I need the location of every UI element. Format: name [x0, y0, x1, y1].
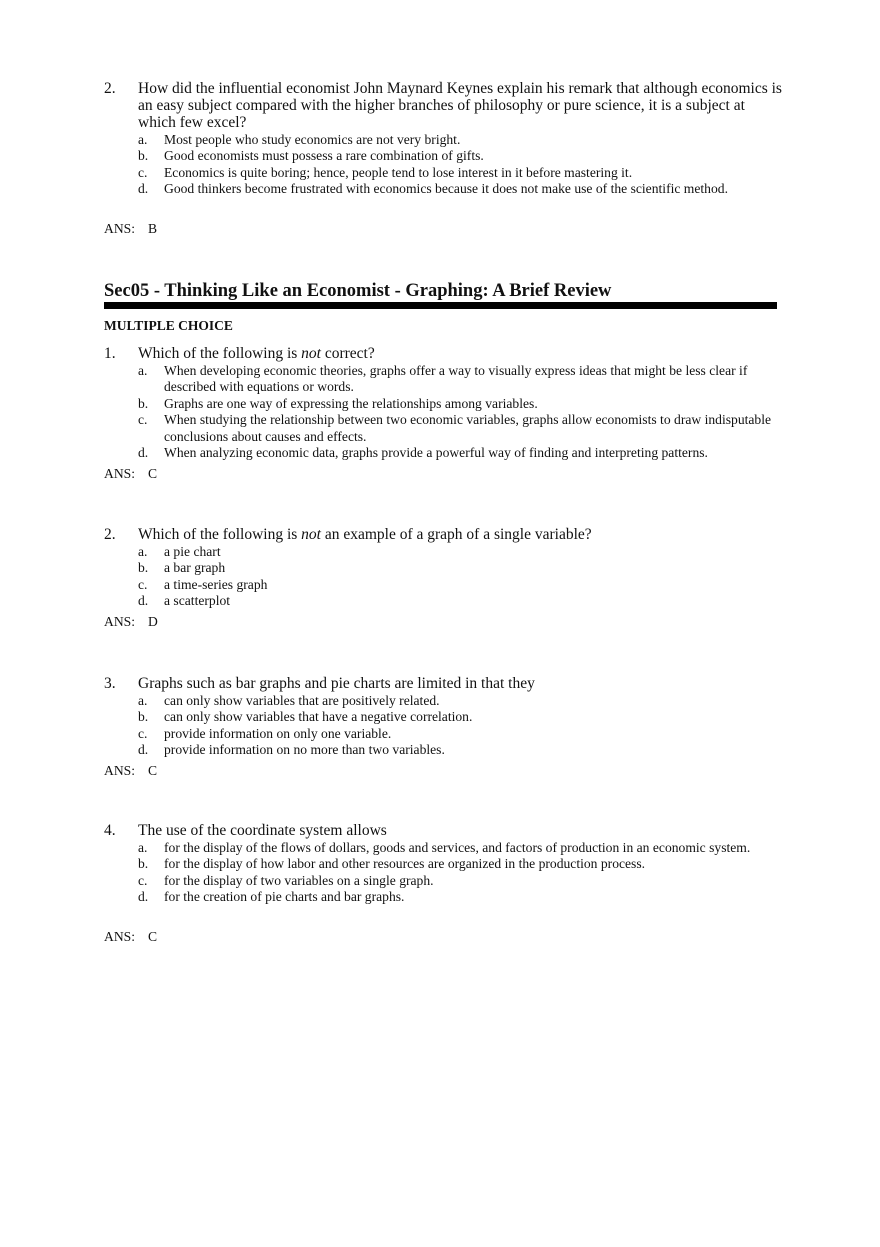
question-text: Graphs such as bar graphs and pie charts are limited in that they: [138, 675, 535, 692]
option-list: [104, 363, 784, 461]
option-d: d. a scatterplot: [138, 593, 231, 609]
answer-value: D: [148, 614, 158, 629]
question-number: 2.: [104, 80, 116, 97]
question-text: Which of the following is not an example of a graph of a single variable?: [138, 526, 592, 543]
option-a: a. When developing economic theories, graphs offer a way to visually express ideas that might be less clear if described with equations or words.: [138, 363, 748, 395]
answer-line: [104, 466, 157, 482]
question-text: The use of the coordinate system allows: [138, 822, 387, 839]
question-number: 2.: [104, 526, 116, 543]
question-stem: [104, 345, 784, 362]
option-list: [104, 693, 784, 759]
question-number: 4.: [104, 822, 116, 839]
question-text: How did the influential economist John Maynard Keynes explain his remark that although economics is an easy subject compared with the higher branches of philosophy or pure science, it is a subject at which few excel?: [138, 80, 782, 131]
answer-label: ANS:: [104, 929, 135, 944]
answer-label: ANS:: [104, 466, 135, 481]
section-title: Sec05 - Thinking Like an Economist - Graphing: A Brief Review: [104, 281, 612, 301]
answer-value: C: [148, 466, 158, 481]
answer-label: ANS:: [104, 614, 135, 629]
option-c: c. Economics is quite boring; hence, people tend to lose interest in it before mastering it.: [138, 164, 633, 180]
question-stem: [104, 526, 784, 543]
option-d: d. Good thinkers become frustrated with economics because it does not make use of the scientific method.: [138, 181, 728, 197]
answer-line: [104, 221, 157, 237]
answer-value: B: [148, 221, 158, 236]
option-a: a. can only show variables that are positively related.: [138, 693, 440, 708]
question-2: [104, 526, 784, 610]
option-d: d. provide information on no more than two variables.: [138, 742, 445, 758]
option-c: c. for the display of two variables on a single graph.: [138, 872, 434, 888]
option-a: a. Most people who study economics are not very bright.: [138, 132, 461, 147]
question-stem: [104, 675, 784, 692]
answer-value: C: [148, 929, 158, 944]
option-d: d. When analyzing economic data, graphs provide a powerful way of finding and interpreting patterns.: [138, 445, 708, 461]
question-top-2: [104, 80, 784, 198]
question-number: 1.: [104, 345, 116, 362]
option-b: b. for the display of how labor and other resources are organized in the production process.: [138, 856, 646, 872]
multiple-choice-heading: MULTIPLE CHOICE: [104, 318, 233, 333]
option-d: d. for the creation of pie charts and bar graphs.: [138, 889, 405, 905]
option-b: b. Good economists must possess a rare combination of gifts.: [138, 148, 484, 164]
option-b: b. Graphs are one way of expressing the relationships among variables.: [138, 395, 538, 411]
answer-label: ANS:: [104, 763, 135, 778]
answer-label: ANS:: [104, 221, 135, 236]
answer-line: [104, 763, 157, 779]
question-stem: [104, 80, 784, 131]
section-divider: [104, 302, 777, 309]
answer-value: C: [148, 763, 158, 778]
question-stem: [104, 822, 784, 839]
option-list: [104, 132, 784, 198]
answer-line: [104, 614, 158, 630]
question-text: Which of the following is not correct?: [138, 345, 375, 362]
answer-line: [104, 929, 157, 945]
question-number: 3.: [104, 675, 116, 692]
option-list: [104, 840, 784, 906]
option-b: b. a bar graph: [138, 560, 226, 576]
question-4: [104, 822, 784, 906]
option-c: c. When studying the relationship between two economic variables, graphs allow economists to draw indisputable conclusions about causes and effects.: [138, 412, 772, 444]
option-b: b. can only show variables that have a negative correlation.: [138, 709, 473, 725]
option-list: [104, 544, 784, 610]
option-c: c. a time-series graph: [138, 576, 268, 592]
option-a: a. a pie chart: [138, 544, 221, 559]
question-1: [104, 345, 784, 461]
option-a: a. for the display of the flows of dollars, goods and services, and factors of production in an economic system.: [138, 840, 751, 855]
question-3: [104, 675, 784, 759]
option-c: c. provide information on only one variable.: [138, 725, 392, 741]
